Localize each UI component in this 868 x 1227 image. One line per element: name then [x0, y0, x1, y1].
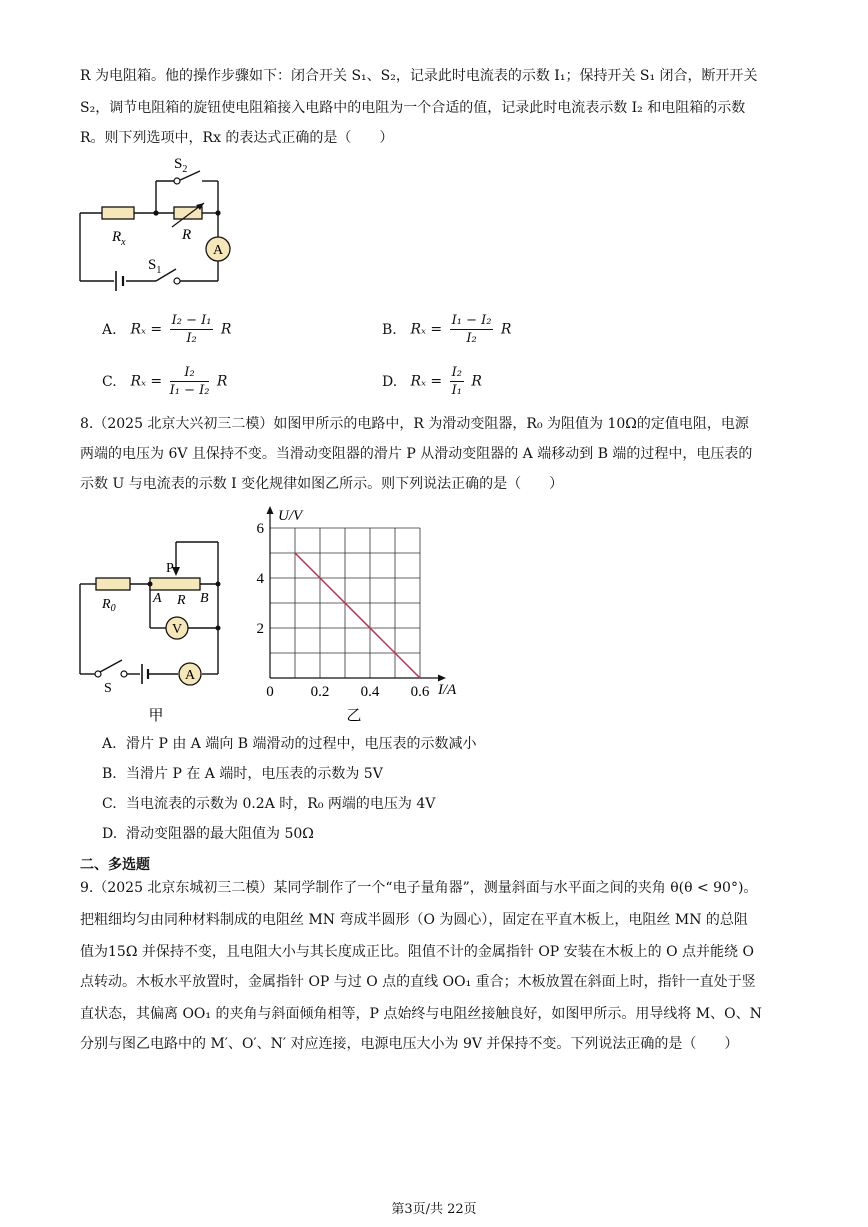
q7-text-line2: S₂，调节电阻箱的旋钮使电阻箱接入电路中的电阻为一个合适的值，记录此时电流表示数 I₂ 和电阻箱的示数 [80, 100, 746, 116]
q7-s2-label: $S_2$ [174, 156, 188, 175]
q7-option-a[interactable]: A. Rₓ = $\frac{\text{I₂ − I₁}}{\text{I₂}}$ R [102, 313, 232, 346]
q7-option-c[interactable]: C. Rₓ = $\frac{\text{I₂}}{\text{I₁ − I₂}}$ R [102, 365, 228, 398]
q9-text-line1: 9.（2025 北京东城初三二模）某同学制作了一个“电子量角器”，测量斜面与水平面之间的夹角 θ(θ < 90°)。 [80, 880, 758, 896]
q8-voltmeter-label: V [171, 622, 183, 637]
q8-text-line3: 示数 U 与电流表的示数 I 变化规律如图乙所示。则下列说法正确的是（ ） [80, 476, 564, 492]
q8-ammeter-label: A [184, 668, 196, 683]
q8-a-end-label: A [153, 591, 162, 606]
chart-series [295, 553, 420, 678]
chart-series-line [295, 553, 420, 678]
q9-text-line3: 值为15Ω 并保持不变，且电阻大小与其长度成正比。阻值不计的金属指针 OP 安装在木板上的 O 点并能绕 O [80, 944, 754, 960]
chart-y-tick-label: 2 [256, 621, 264, 637]
q8-option-a[interactable]: A. 滑片 P 由 A 端向 B 端滑动的过程中，电压表的示数减小 [102, 736, 477, 752]
q9-text-line5: 直状态，其偏离 OO₁ 的夹角与斜面倾角相等，P 点始终与电阻丝接触良好，如图甲所示。用导线将 M、O、N [80, 1006, 762, 1022]
chart-x-axis-arrow [438, 675, 446, 682]
q9-text-line2: 把粗细均匀由同种材料制成的电阻丝 MN 弯成半圆形（O 为圆心），固定在平直木板上，电阻丝 MN 的总阻 [80, 912, 748, 928]
q8-r-label: R [177, 593, 186, 608]
chart-x-tick-label: 0.4 [360, 684, 380, 700]
chart-y-tick-label: 4 [256, 571, 264, 587]
q8-r0-label: $R_0$ [102, 597, 116, 614]
q8-text-line1: 8.（2025 北京大兴初三二模）如图甲所示的电路中，R 为滑动变阻器，R₀ 为阻值为 10Ω的定值电阻，电源 [80, 416, 749, 432]
q8-b-end-label: B [200, 591, 209, 606]
q7-r-label: R [182, 227, 192, 243]
q8-ui-chart [250, 500, 480, 730]
chart-caption: 乙 [346, 708, 362, 724]
q8-circuit-caption: 甲 [148, 708, 164, 724]
chart-ylabel: U/V [278, 508, 303, 524]
chart-tick-labels [257, 521, 430, 700]
q8-option-c[interactable]: C. 当电流表的示数为 0.2A 时，R₀ 两端的电压为 4V [102, 796, 436, 812]
q7-option-d[interactable]: D. Rₓ = $\frac{\text{I₂}}{\text{I₁}}$ R [382, 365, 482, 398]
q7-s1-label: $S_1$ [148, 257, 162, 276]
q8-text-line2: 两端的电压为 6V 且保持不变。当滑动变阻器的滑片 P 从滑动变阻器的 A 端移动到 B 端的过程中，电压表的 [80, 446, 753, 462]
q8-p-label: P [166, 561, 174, 576]
q7-option-b[interactable]: B. Rₓ = $\frac{\text{I₁ − I₂}}{\text{I₂}}$ R [382, 313, 512, 346]
q8-s-label: S [104, 681, 112, 696]
q9-text-line6: 分别与图乙电路中的 M′、O′、N′ 对应连接，电源电压大小为 9V 并保持不变。下列说法正确的是（ ） [80, 1036, 739, 1052]
chart-x-tick-label: 0 [266, 684, 274, 700]
chart-y-tick-label: 6 [256, 521, 264, 537]
q7-ammeter-label: A [212, 243, 224, 258]
q7-circuit-diagram [76, 155, 246, 300]
section-title-multi-choice: 二、多选题 [80, 857, 150, 873]
chart-y-axis-arrow [267, 506, 274, 514]
q8-option-b[interactable]: B. 当滑片 P 在 A 端时，电压表的示数为 5V [102, 766, 383, 782]
chart-x-tick-label: 0.2 [310, 684, 330, 700]
q9-text-line4: 点转动。木板水平放置时，金属指针 OP 与过 O 点的直线 OO₁ 重合；木板放置在斜面上时，指针一直处于竖 [80, 974, 756, 990]
q8-option-d[interactable]: D. 滑动变阻器的最大阻值为 50Ω [102, 826, 314, 842]
chart-xlabel: I/A [438, 682, 457, 698]
page-footer: 第3页/共 22页 [391, 1202, 477, 1217]
q8-circuit-diagram [76, 538, 236, 728]
q7-text-line3: R。则下列选项中，Rx 的表达式正确的是（ ） [80, 130, 394, 146]
chart-x-tick-label: 0.6 [410, 684, 430, 700]
q7-rx-label: $R_x$ [112, 229, 126, 248]
q7-text-line1: R 为电阻箱。他的操作步骤如下：闭合开关 S₁、S₂，记录此时电流表的示数 I₁；保持开关 S₁ 闭合，断开开关 [80, 68, 758, 84]
chart-axes [267, 506, 447, 682]
